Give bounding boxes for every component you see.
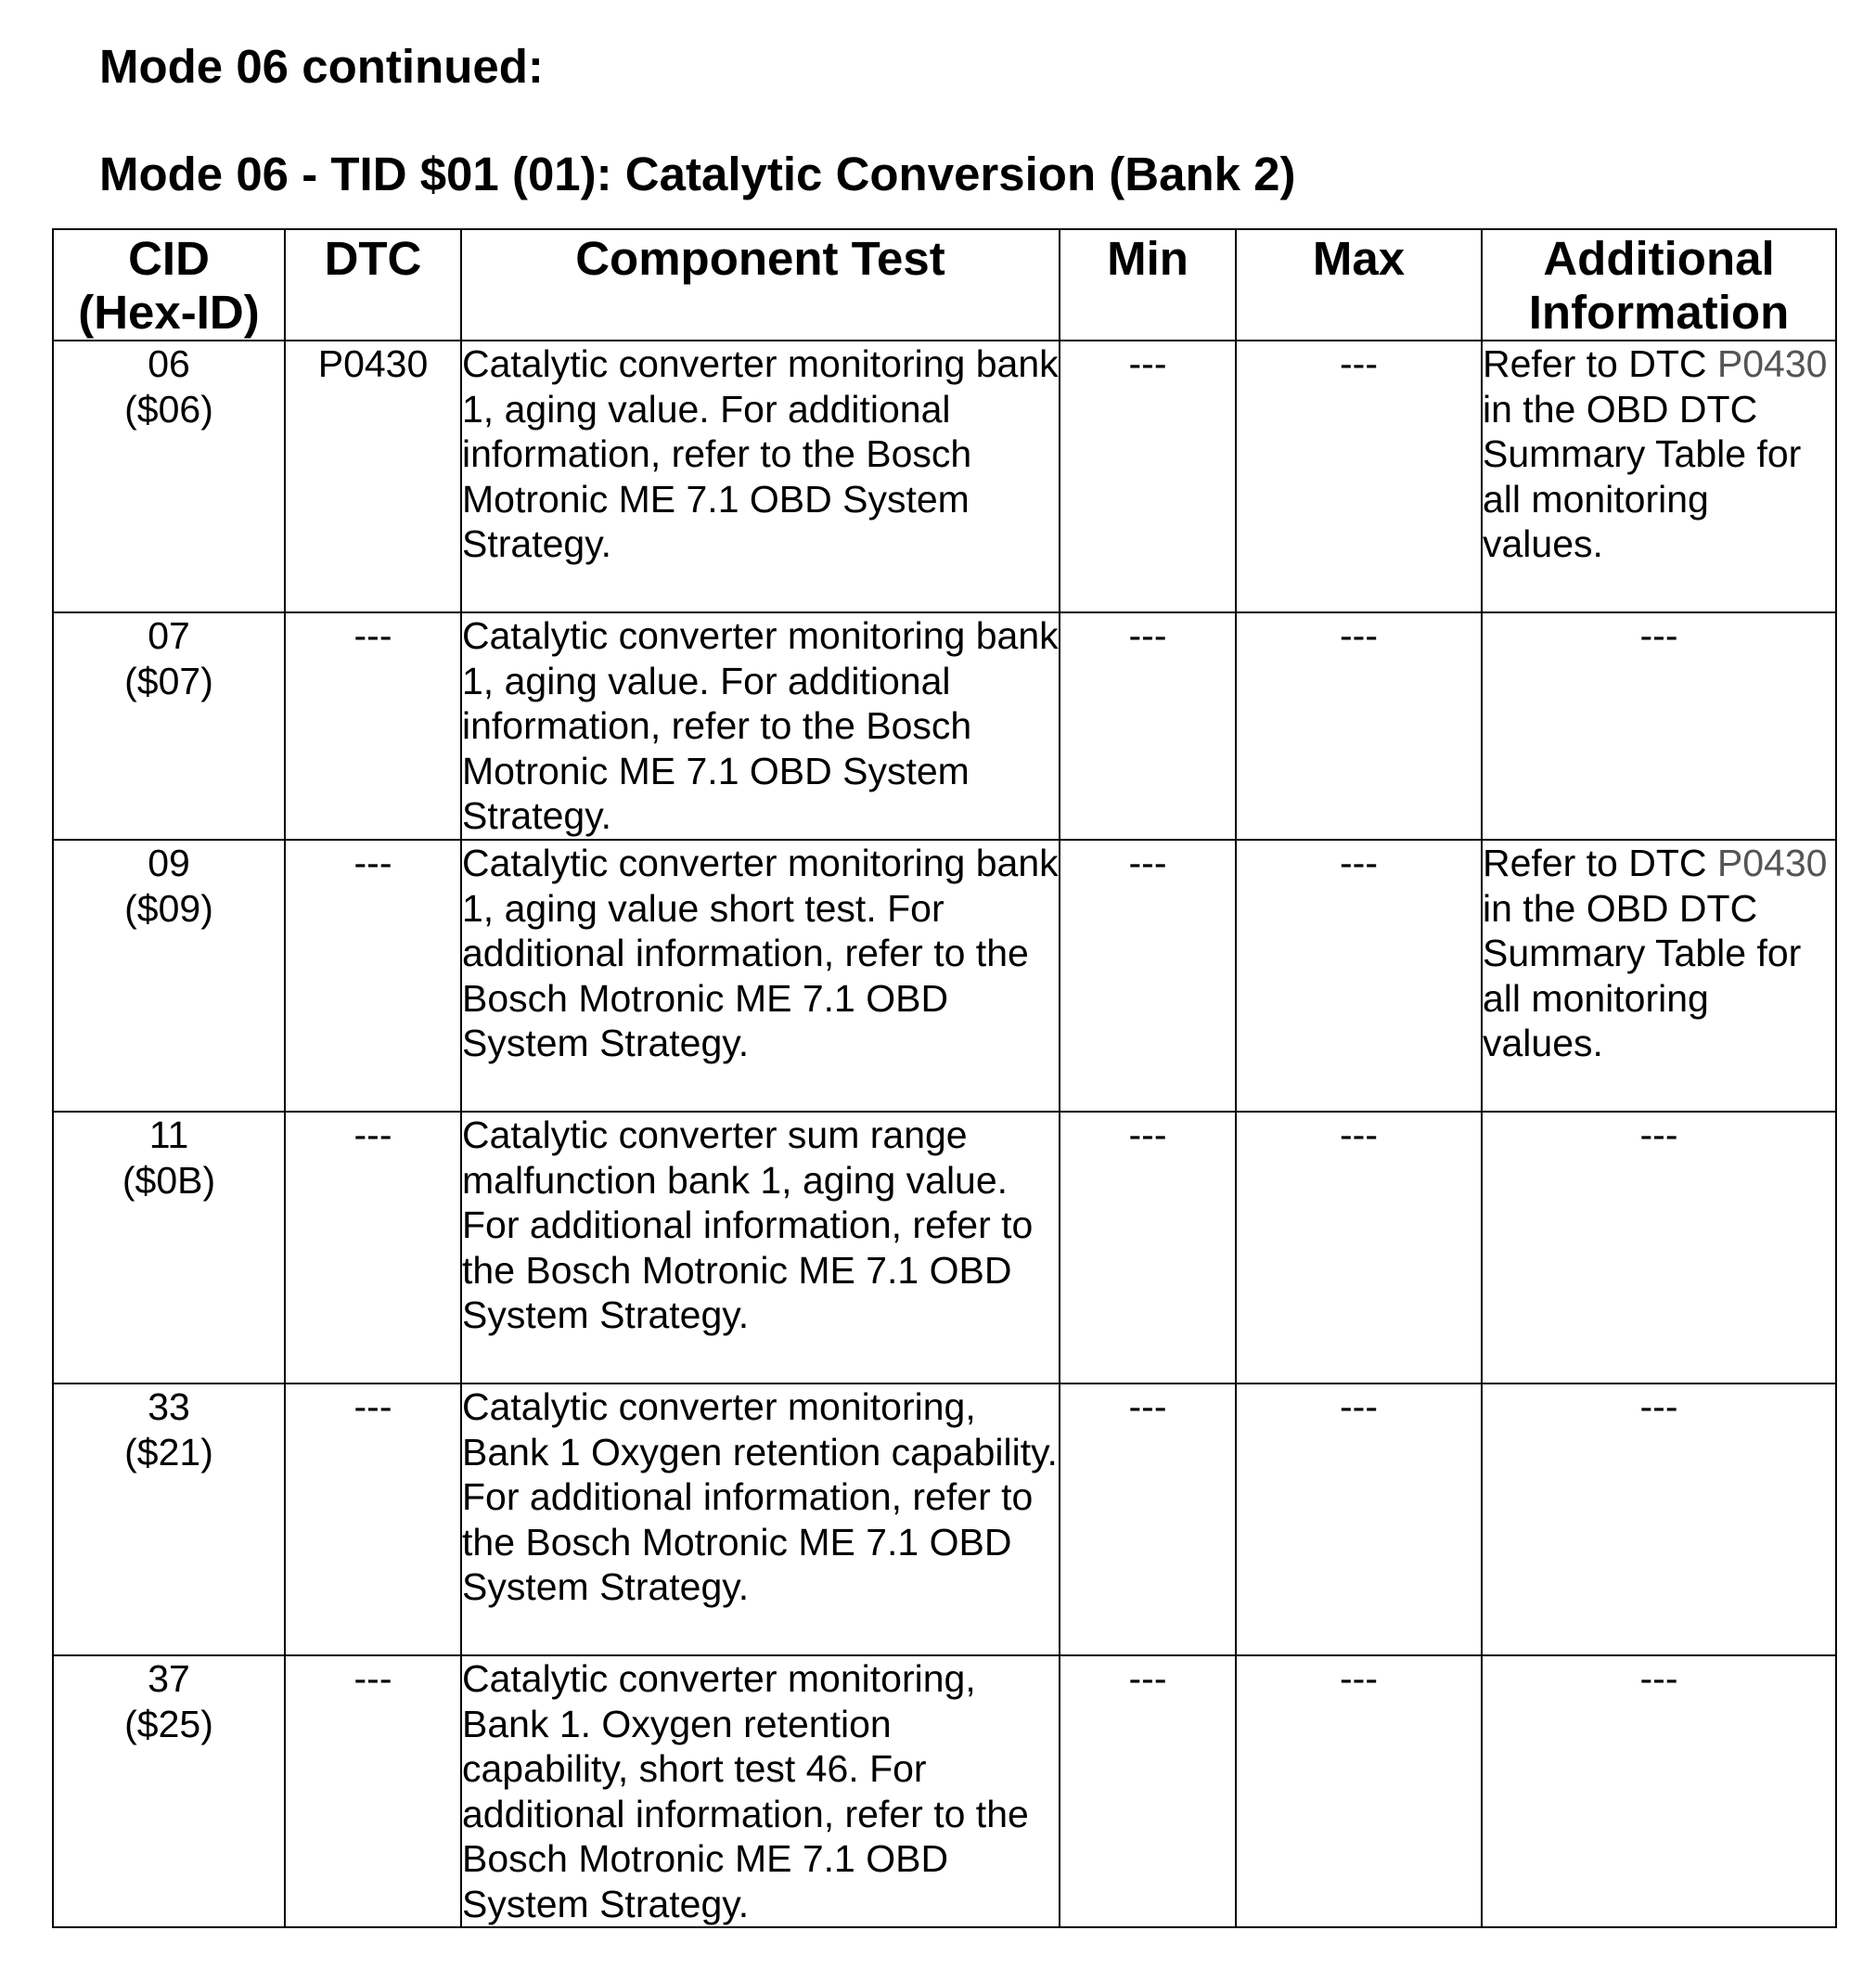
- hex-id-value: ($0B): [122, 1158, 216, 1202]
- info-text-pre: Refer to DTC: [1483, 842, 1717, 884]
- additional-info-cell: ---: [1482, 612, 1836, 840]
- table-row: [53, 612, 1836, 840]
- min-cell: ---: [1060, 840, 1236, 1112]
- header-additional-line2: Information: [1528, 286, 1790, 339]
- cid-value: 11: [148, 1113, 189, 1156]
- hex-id-value: ($07): [124, 659, 213, 702]
- min-cell: ---: [1060, 1112, 1236, 1384]
- dtc-cell: ---: [285, 612, 461, 840]
- dtc-reference-link[interactable]: P0430: [1716, 842, 1828, 884]
- cid-value: 37: [148, 1657, 190, 1700]
- hex-id-value: ($21): [124, 1430, 213, 1474]
- hex-id-value: ($06): [124, 387, 213, 431]
- cid-value: 09: [148, 842, 190, 884]
- hex-id-value: ($25): [124, 1702, 213, 1745]
- cid-cell: [53, 1384, 285, 1655]
- max-cell: ---: [1236, 1112, 1482, 1384]
- mode06-table: [52, 228, 1837, 1928]
- header-additional-information: [1482, 229, 1836, 341]
- table-row: [53, 1112, 1836, 1384]
- min-cell: ---: [1060, 1655, 1236, 1927]
- component-test-cell: Catalytic converter monitoring, Bank 1. Oxygen retention capability, short test 46. For additional information, refer to the Bosch Motronic ME 7.1 OBD System Strategy.: [461, 1655, 1060, 1927]
- table-row: [53, 1655, 1836, 1927]
- table-title: Mode 06 - TID $01 (01): Catalytic Conversion (Bank 2): [99, 148, 1296, 200]
- component-test-cell: Catalytic converter monitoring bank 1, aging value. For additional information, refer to the Bosch Motronic ME 7.1 OBD System Strategy.: [461, 612, 1060, 840]
- component-test-cell: Catalytic converter sum range malfunction bank 1, aging value. For additional information, refer to the Bosch Motronic ME 7.1 OBD System Strategy.: [461, 1112, 1060, 1384]
- cid-cell: [53, 1655, 285, 1927]
- cid-cell: [53, 341, 285, 612]
- header-cid-line1: CID: [128, 232, 210, 285]
- min-cell: ---: [1060, 612, 1236, 840]
- header-max: Max: [1236, 229, 1482, 341]
- cid-cell: [53, 840, 285, 1112]
- component-test-cell: Catalytic converter monitoring bank 1, aging value. For additional information, refer to the Bosch Motronic ME 7.1 OBD System Strategy.: [461, 341, 1060, 612]
- component-test-cell: Catalytic converter monitoring, Bank 1 Oxygen retention capability. For additional information, refer to the Bosch Motronic ME 7.1 OBD System Strategy.: [461, 1384, 1060, 1655]
- info-text-post: in the OBD DTC Summary Table for all monitoring values.: [1483, 886, 1802, 1064]
- cid-value: 33: [148, 1385, 190, 1428]
- continued-heading: Mode 06 continued:: [99, 40, 544, 93]
- cid-cell: [53, 612, 285, 840]
- header-cid: [53, 229, 285, 341]
- table-row: [53, 840, 1836, 1112]
- dtc-cell: ---: [285, 1655, 461, 1927]
- dtc-cell: ---: [285, 1384, 461, 1655]
- min-cell: ---: [1060, 1384, 1236, 1655]
- dtc-reference-link[interactable]: P0430: [1716, 342, 1828, 385]
- table-row: [53, 1384, 1836, 1655]
- header-cid-line2: (Hex-ID): [78, 286, 260, 339]
- additional-info-cell: [1482, 341, 1836, 612]
- dtc-cell: ---: [285, 840, 461, 1112]
- table-row: [53, 341, 1836, 612]
- max-cell: ---: [1236, 341, 1482, 612]
- info-text-post: in the OBD DTC Summary Table for all monitoring values.: [1483, 387, 1802, 565]
- min-cell: ---: [1060, 341, 1236, 612]
- max-cell: ---: [1236, 612, 1482, 840]
- additional-info-cell: ---: [1482, 1655, 1836, 1927]
- max-cell: ---: [1236, 840, 1482, 1112]
- header-row: [53, 229, 1836, 341]
- header-additional-line1: Additional: [1543, 232, 1775, 285]
- header-dtc: DTC: [285, 229, 461, 341]
- max-cell: ---: [1236, 1384, 1482, 1655]
- header-min: Min: [1060, 229, 1236, 341]
- cid-value: 07: [148, 614, 190, 657]
- cid-value: 06: [148, 342, 190, 385]
- additional-info-cell: ---: [1482, 1112, 1836, 1384]
- dtc-cell: P0430: [285, 341, 461, 612]
- max-cell: ---: [1236, 1655, 1482, 1927]
- dtc-cell: ---: [285, 1112, 461, 1384]
- cid-cell: [53, 1112, 285, 1384]
- component-test-cell: Catalytic converter monitoring bank 1, aging value short test. For additional information, refer to the Bosch Motronic ME 7.1 OBD System Strategy.: [461, 840, 1060, 1112]
- header-component-test: Component Test: [461, 229, 1060, 341]
- additional-info-cell: ---: [1482, 1384, 1836, 1655]
- info-text-pre: Refer to DTC: [1483, 342, 1717, 385]
- hex-id-value: ($09): [124, 886, 213, 930]
- additional-info-cell: [1482, 840, 1836, 1112]
